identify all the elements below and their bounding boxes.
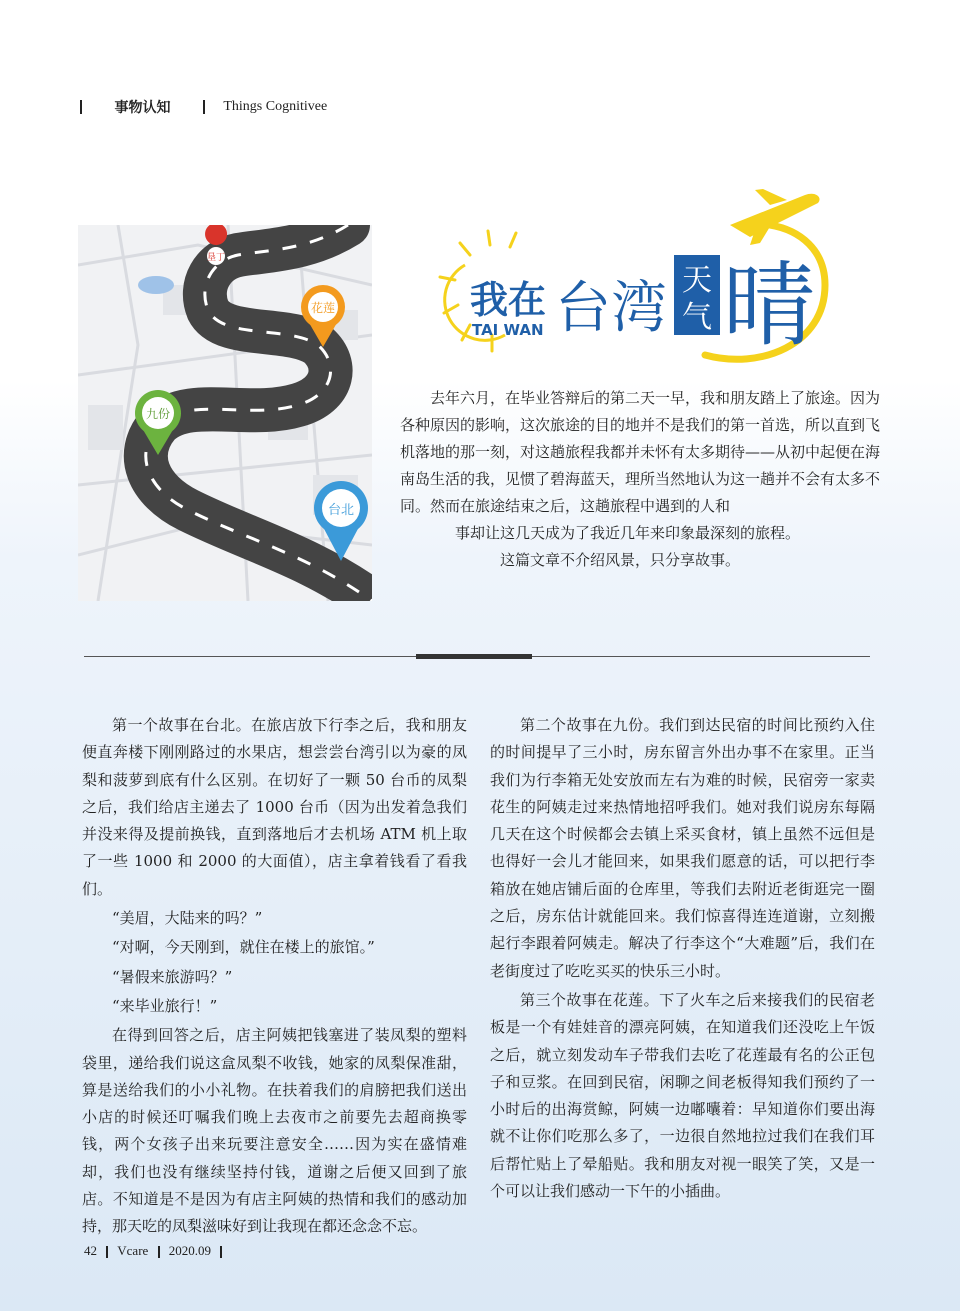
road-map-illustration xyxy=(78,225,372,601)
paragraph: “对啊，今天刚到，就住在楼上的旅馆。” xyxy=(112,938,375,957)
title-pinyin: TAI WAN xyxy=(472,321,544,339)
paragraph: “美眉，大陆来的吗？” xyxy=(112,909,263,928)
svg-text:垦丁: 垦丁 xyxy=(206,253,226,263)
running-header xyxy=(80,97,327,117)
footer-bar xyxy=(220,1246,222,1258)
paragraph: 在得到回答之后，店主阿姨把钱塞进了装凤梨的塑料袋里，递给我们说这盒凤梨不收钱，她家的凤梨保准甜，算是送给我们的小小礼物。在扶着我们的肩膀把我们送出小店的时候还叮嘱我们晚上去夜市之前要先去超商换零钱，两个女孩子出来玩要注意安全……因为实在盛情难却，我们也没有继续坚持付钱，道谢之后便又回到了旅店。不知道是不是因为有店主阿姨的热情和我们的感动加持，那天吃的凤梨滋味好到让我现在都还念念不忘。 xyxy=(82,1026,467,1236)
page-footer xyxy=(84,1243,228,1259)
intro-paragraph-2: 这篇文章不介绍风景，只分享故事。 xyxy=(500,551,741,569)
right-column xyxy=(490,712,875,1207)
airplane-icon xyxy=(730,189,820,245)
paragraph: “来毕业旅行！” xyxy=(112,996,218,1015)
section-title-en: Things Cognitivee xyxy=(223,99,328,114)
title-artwork xyxy=(430,185,890,375)
page-number: 42 xyxy=(84,1243,97,1258)
title-weather-1: 天 xyxy=(682,263,712,298)
svg-text:台北: 台北 xyxy=(327,503,355,518)
magazine-name: Vcare xyxy=(117,1243,149,1258)
title-part1: 我在 xyxy=(470,278,547,322)
svg-text:花莲: 花莲 xyxy=(310,301,336,315)
left-column xyxy=(82,712,467,1243)
divider-accent xyxy=(416,654,532,659)
title-sunny: 晴 xyxy=(723,252,816,359)
paragraph: “暑假来旅游吗？” xyxy=(112,967,233,986)
footer-bar xyxy=(106,1246,108,1258)
header-bar xyxy=(80,100,82,114)
intro-text xyxy=(400,385,880,574)
header-bar xyxy=(203,100,205,114)
title-weather-2: 气 xyxy=(682,300,712,335)
intro-paragraph-1-end: 事却让这几天成为了我近几年来印象最深刻的旅程。 xyxy=(455,524,801,542)
footer-bar xyxy=(158,1246,160,1258)
issue-date: 2020.09 xyxy=(168,1243,212,1258)
title-part2: 台湾 xyxy=(555,276,667,341)
paragraph: 第一个故事在台北。在旅店放下行李之后，我和朋友便直奔楼下刚刚路过的水果店，想尝尝台湾引以为豪的凤梨和菠萝到底有什么区别。在切好了一颗 50 台币的凤梨之后，我们给店主递去了 1000 台币（因为出发着急我们并没来得及提前换钱，直到落地后才去机场 ATM 机上取了一些 1000 和 2000 的大面值），店主拿着钱看了看我们。 xyxy=(82,716,467,898)
svg-text:九份: 九份 xyxy=(145,407,171,421)
paragraph: 第二个故事在九份。我们到达民宿的时间比预约入住的时间提早了三小时，房东留言外出办事不在家里。正当我们为行李箱无处安放而左右为难的时候，民宿旁一家卖花生的阿姨走过来热情地招呼我们。她对我们说房东每隔几天在这个时候都会去镇上采买食材，镇上虽然不远但是也得好一会儿才能回来，如果我们愿意的话，可以把行李箱放在她店铺后面的仓库里，等我们去附近老街逛完一圈之后，房东估计就能回来。我们惊喜得连连道谢，立刻搬起行李跟着阿姨走。解决了行李这个“大难题”后，我们在老街度过了吃吃买买的快乐三小时。 xyxy=(490,716,875,980)
intro-paragraph-1: 去年六月，在毕业答辩后的第二天一早，我和朋友踏上了旅途。因为各种原因的影响，这次旅途的目的地并不是我们的第一首选，所以直到飞机落地的那一刻，对这趟旅程我都并未怀有太多期待——从初中起便在海南岛生活的我，见惯了碧海蓝天，理所当然地认为这一趟并不会有太多不同。然而在旅途结束之后，这趟旅程中遇到的人和 xyxy=(400,389,881,515)
paragraph: 第三个故事在花莲。下了火车之后来接我们的民宿老板是一个有娃娃音的漂亮阿姨，在知道我们还没吃上午饭之后，就立刻发动车子带我们去吃了花莲最有名的公正包子和豆浆。在回到民宿，闲聊之间老板得知我们预约了一小时后的出海赏鲸，阿姨一边嘟囔着：早知道你们要出海就不让你们吃那么多了，一边很自然地拉过我们在我们耳后帮忙贴上了晕船贴。我和朋友对视一眼笑了笑，又是一个可以让我们感动一下午的小插曲。 xyxy=(490,990,875,1201)
section-title: 事物认知 xyxy=(114,100,171,116)
